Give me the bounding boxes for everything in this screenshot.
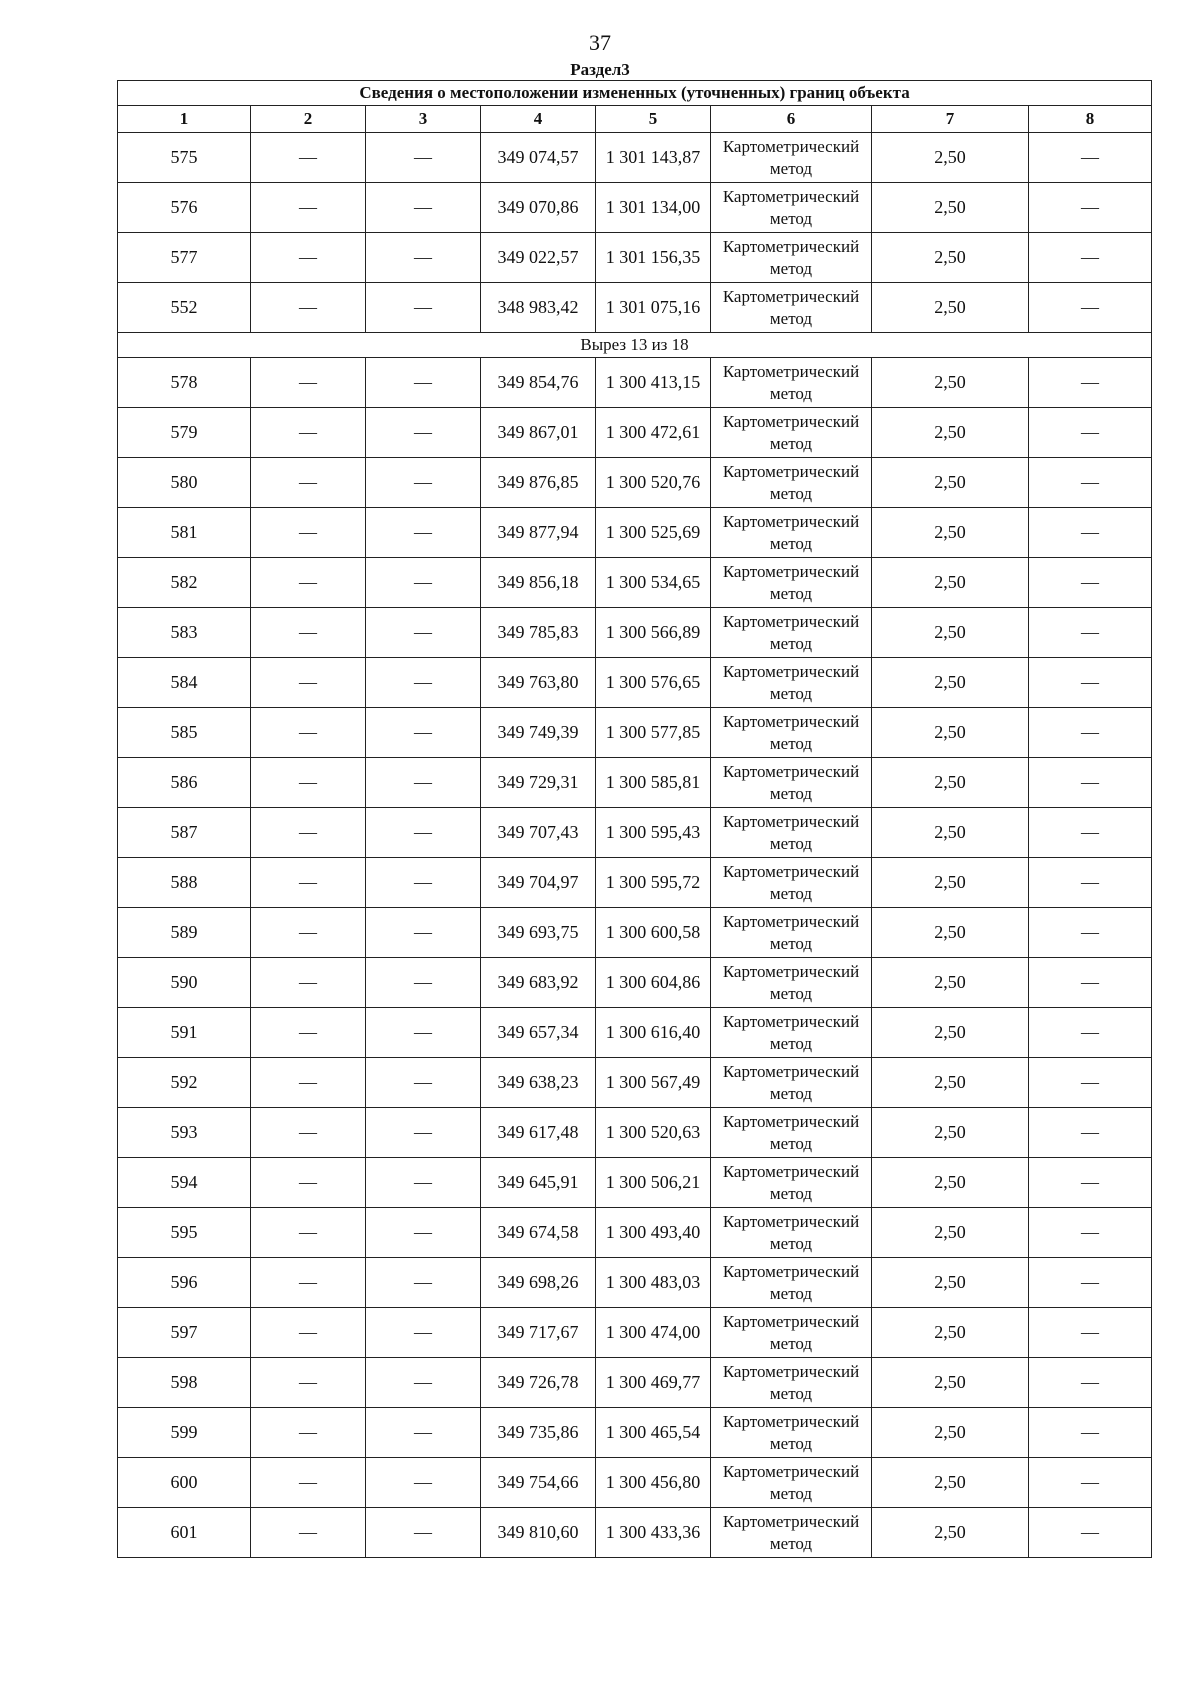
y-coordinate-cell: 1 300 474,00 — [596, 1308, 711, 1358]
col2-cell: — — [251, 908, 366, 958]
point-number-cell: 598 — [118, 1358, 251, 1408]
y-coordinate-cell: 1 300 577,85 — [596, 708, 711, 758]
precision-cell: 2,50 — [872, 408, 1029, 458]
page-number: 37 — [589, 30, 611, 55]
col8-cell: — — [1029, 1158, 1152, 1208]
col8-cell: — — [1029, 1408, 1152, 1458]
col2-cell: — — [251, 458, 366, 508]
cutout-label: Вырез 13 из 18 — [118, 333, 1152, 358]
x-coordinate-cell: 349 683,92 — [481, 958, 596, 1008]
col8-cell: — — [1029, 408, 1152, 458]
table-row — [118, 1458, 1152, 1508]
table-row — [118, 1008, 1152, 1058]
method-cell: Картометрический метод — [711, 708, 872, 758]
col2-cell: — — [251, 958, 366, 1008]
precision-cell: 2,50 — [872, 1458, 1029, 1508]
method-cell: Картометрический метод — [711, 1058, 872, 1108]
col3-cell: — — [366, 708, 481, 758]
table-row — [118, 1258, 1152, 1308]
col2-cell: — — [251, 1008, 366, 1058]
y-coordinate-cell: 1 300 413,15 — [596, 358, 711, 408]
column-number: 5 — [596, 106, 711, 133]
method-cell: Картометрический метод — [711, 1508, 872, 1558]
method-cell: Картометрический метод — [711, 1158, 872, 1208]
column-number: 7 — [872, 106, 1029, 133]
table-row — [118, 758, 1152, 808]
table-row — [118, 408, 1152, 458]
col8-cell: — — [1029, 658, 1152, 708]
col3-cell: — — [366, 233, 481, 283]
col8-cell: — — [1029, 283, 1152, 333]
x-coordinate-cell: 349 763,80 — [481, 658, 596, 708]
y-coordinate-cell: 1 300 595,43 — [596, 808, 711, 858]
precision-cell: 2,50 — [872, 858, 1029, 908]
point-number-cell: 588 — [118, 858, 251, 908]
col3-cell: — — [366, 408, 481, 458]
table-row — [118, 1408, 1152, 1458]
col2-cell: — — [251, 1358, 366, 1408]
precision-cell: 2,50 — [872, 708, 1029, 758]
col8-cell: — — [1029, 558, 1152, 608]
col2-cell: — — [251, 758, 366, 808]
col2-cell: — — [251, 1258, 366, 1308]
x-coordinate-cell: 349 693,75 — [481, 908, 596, 958]
table-row — [118, 558, 1152, 608]
y-coordinate-cell: 1 300 534,65 — [596, 558, 711, 608]
x-coordinate-cell: 349 674,58 — [481, 1208, 596, 1258]
col3-cell: — — [366, 908, 481, 958]
col3-cell: — — [366, 1208, 481, 1258]
col8-cell: — — [1029, 608, 1152, 658]
precision-cell: 2,50 — [872, 558, 1029, 608]
column-number: 2 — [251, 106, 366, 133]
point-number-cell: 594 — [118, 1158, 251, 1208]
table-row — [118, 958, 1152, 1008]
column-number-row — [118, 106, 1152, 133]
method-cell: Картометрический метод — [711, 858, 872, 908]
col8-cell: — — [1029, 1008, 1152, 1058]
method-cell: Картометрический метод — [711, 1208, 872, 1258]
column-number: 6 — [711, 106, 872, 133]
x-coordinate-cell: 349 022,57 — [481, 233, 596, 283]
y-coordinate-cell: 1 300 472,61 — [596, 408, 711, 458]
precision-cell: 2,50 — [872, 1358, 1029, 1408]
y-coordinate-cell: 1 300 525,69 — [596, 508, 711, 558]
point-number-cell: 575 — [118, 133, 251, 183]
col8-cell: — — [1029, 458, 1152, 508]
y-coordinate-cell: 1 300 433,36 — [596, 1508, 711, 1558]
method-cell: Картометрический метод — [711, 908, 872, 958]
x-coordinate-cell: 349 726,78 — [481, 1358, 596, 1408]
y-coordinate-cell: 1 300 616,40 — [596, 1008, 711, 1058]
point-number-cell: 599 — [118, 1408, 251, 1458]
col3-cell: — — [366, 1508, 481, 1558]
method-cell: Картометрический метод — [711, 283, 872, 333]
point-number-cell: 597 — [118, 1308, 251, 1358]
method-cell: Картометрический метод — [711, 458, 872, 508]
table-row — [118, 233, 1152, 283]
point-number-cell: 591 — [118, 1008, 251, 1058]
precision-cell: 2,50 — [872, 1058, 1029, 1108]
x-coordinate-cell: 349 707,43 — [481, 808, 596, 858]
x-coordinate-cell: 349 754,66 — [481, 1458, 596, 1508]
col2-cell: — — [251, 608, 366, 658]
precision-cell: 2,50 — [872, 1308, 1029, 1358]
table-row — [118, 808, 1152, 858]
precision-cell: 2,50 — [872, 1258, 1029, 1308]
method-cell: Картометрический метод — [711, 183, 872, 233]
col3-cell: — — [366, 1358, 481, 1408]
point-number-cell: 600 — [118, 1458, 251, 1508]
point-number-cell: 583 — [118, 608, 251, 658]
x-coordinate-cell: 349 854,76 — [481, 358, 596, 408]
point-number-cell: 595 — [118, 1208, 251, 1258]
point-number-cell: 584 — [118, 658, 251, 708]
col8-cell: — — [1029, 1358, 1152, 1408]
method-cell: Картометрический метод — [711, 958, 872, 1008]
method-cell: Картометрический метод — [711, 1358, 872, 1408]
col3-cell: — — [366, 133, 481, 183]
table-row — [118, 1358, 1152, 1408]
col2-cell: — — [251, 358, 366, 408]
precision-cell: 2,50 — [872, 1108, 1029, 1158]
col8-cell: — — [1029, 233, 1152, 283]
y-coordinate-cell: 1 301 156,35 — [596, 233, 711, 283]
col2-cell: — — [251, 1408, 366, 1458]
y-coordinate-cell: 1 301 075,16 — [596, 283, 711, 333]
x-coordinate-cell: 349 729,31 — [481, 758, 596, 808]
point-number-cell: 578 — [118, 358, 251, 408]
x-coordinate-cell: 349 810,60 — [481, 1508, 596, 1558]
x-coordinate-cell: 349 785,83 — [481, 608, 596, 658]
x-coordinate-cell: 349 657,34 — [481, 1008, 596, 1058]
col2-cell: — — [251, 708, 366, 758]
col3-cell: — — [366, 608, 481, 658]
precision-cell: 2,50 — [872, 758, 1029, 808]
col8-cell: — — [1029, 508, 1152, 558]
point-number-cell: 586 — [118, 758, 251, 808]
col2-cell: — — [251, 1108, 366, 1158]
col8-cell: — — [1029, 708, 1152, 758]
y-coordinate-cell: 1 300 567,49 — [596, 1058, 711, 1108]
table-row — [118, 358, 1152, 408]
table-row — [118, 858, 1152, 908]
precision-cell: 2,50 — [872, 1158, 1029, 1208]
x-coordinate-cell: 349 876,85 — [481, 458, 596, 508]
table-row — [118, 1308, 1152, 1358]
x-coordinate-cell: 349 867,01 — [481, 408, 596, 458]
point-number-cell: 590 — [118, 958, 251, 1008]
col8-cell: — — [1029, 808, 1152, 858]
method-cell: Картометрический метод — [711, 658, 872, 708]
y-coordinate-cell: 1 300 520,76 — [596, 458, 711, 508]
col2-cell: — — [251, 283, 366, 333]
y-coordinate-cell: 1 301 134,00 — [596, 183, 711, 233]
y-coordinate-cell: 1 300 566,89 — [596, 608, 711, 658]
table-row — [118, 1058, 1152, 1108]
column-number: 4 — [481, 106, 596, 133]
col3-cell: — — [366, 758, 481, 808]
method-cell: Картометрический метод — [711, 1408, 872, 1458]
x-coordinate-cell: 348 983,42 — [481, 283, 596, 333]
table-row — [118, 708, 1152, 758]
precision-cell: 2,50 — [872, 1408, 1029, 1458]
x-coordinate-cell: 349 645,91 — [481, 1158, 596, 1208]
table-row — [118, 608, 1152, 658]
col8-cell: — — [1029, 1058, 1152, 1108]
y-coordinate-cell: 1 300 595,72 — [596, 858, 711, 908]
point-number-cell: 592 — [118, 1058, 251, 1108]
col2-cell: — — [251, 1208, 366, 1258]
col8-cell: — — [1029, 1458, 1152, 1508]
method-cell: Картометрический метод — [711, 558, 872, 608]
col3-cell: — — [366, 1158, 481, 1208]
point-number-cell: 585 — [118, 708, 251, 758]
table-row — [118, 183, 1152, 233]
col2-cell: — — [251, 408, 366, 458]
point-number-cell: 587 — [118, 808, 251, 858]
table-row — [118, 508, 1152, 558]
x-coordinate-cell: 349 749,39 — [481, 708, 596, 758]
y-coordinate-cell: 1 300 483,03 — [596, 1258, 711, 1308]
x-coordinate-cell: 349 717,67 — [481, 1308, 596, 1358]
point-number-cell: 579 — [118, 408, 251, 458]
col3-cell: — — [366, 283, 481, 333]
point-number-cell: 593 — [118, 1108, 251, 1158]
x-coordinate-cell: 349 877,94 — [481, 508, 596, 558]
precision-cell: 2,50 — [872, 133, 1029, 183]
precision-cell: 2,50 — [872, 958, 1029, 1008]
x-coordinate-cell: 349 074,57 — [481, 133, 596, 183]
col8-cell: — — [1029, 1308, 1152, 1358]
y-coordinate-cell: 1 300 520,63 — [596, 1108, 711, 1158]
method-cell: Картометрический метод — [711, 233, 872, 283]
precision-cell: 2,50 — [872, 1208, 1029, 1258]
col8-cell: — — [1029, 358, 1152, 408]
point-number-cell: 552 — [118, 283, 251, 333]
col3-cell: — — [366, 1108, 481, 1158]
method-cell: Картометрический метод — [711, 608, 872, 658]
method-cell: Картометрический метод — [711, 408, 872, 458]
column-number: 1 — [118, 106, 251, 133]
precision-cell: 2,50 — [872, 358, 1029, 408]
method-cell: Картометрический метод — [711, 1458, 872, 1508]
col2-cell: — — [251, 1058, 366, 1108]
y-coordinate-cell: 1 300 493,40 — [596, 1208, 711, 1258]
col2-cell: — — [251, 1508, 366, 1558]
col8-cell: — — [1029, 758, 1152, 808]
point-number-cell: 589 — [118, 908, 251, 958]
col2-cell: — — [251, 1308, 366, 1358]
table-row — [118, 908, 1152, 958]
col3-cell: — — [366, 858, 481, 908]
method-cell: Картометрический метод — [711, 1108, 872, 1158]
method-cell: Картометрический метод — [711, 1008, 872, 1058]
col2-cell: — — [251, 133, 366, 183]
col8-cell: — — [1029, 858, 1152, 908]
col2-cell: — — [251, 1158, 366, 1208]
col8-cell: — — [1029, 133, 1152, 183]
x-coordinate-cell: 349 617,48 — [481, 1108, 596, 1158]
col3-cell: — — [366, 358, 481, 408]
table-row — [118, 1158, 1152, 1208]
col8-cell: — — [1029, 1258, 1152, 1308]
precision-cell: 2,50 — [872, 658, 1029, 708]
col3-cell: — — [366, 1408, 481, 1458]
precision-cell: 2,50 — [872, 183, 1029, 233]
col3-cell: — — [366, 558, 481, 608]
col8-cell: — — [1029, 1508, 1152, 1558]
y-coordinate-cell: 1 300 576,65 — [596, 658, 711, 708]
x-coordinate-cell: 349 735,86 — [481, 1408, 596, 1458]
table-row — [118, 133, 1152, 183]
col3-cell: — — [366, 183, 481, 233]
method-cell: Картометрический метод — [711, 358, 872, 408]
cutout-label-row — [118, 333, 1152, 358]
point-number-cell: 576 — [118, 183, 251, 233]
y-coordinate-cell: 1 300 465,54 — [596, 1408, 711, 1458]
col3-cell: — — [366, 508, 481, 558]
col3-cell: — — [366, 658, 481, 708]
point-number-cell: 582 — [118, 558, 251, 608]
point-number-cell: 580 — [118, 458, 251, 508]
precision-cell: 2,50 — [872, 233, 1029, 283]
precision-cell: 2,50 — [872, 608, 1029, 658]
y-coordinate-cell: 1 300 506,21 — [596, 1158, 711, 1208]
boundary-coordinates-table — [117, 80, 1152, 1558]
table-caption: Сведения о местоположении измененных (уточненных) границ объекта — [118, 81, 1152, 106]
table-row — [118, 458, 1152, 508]
col2-cell: — — [251, 558, 366, 608]
precision-cell: 2,50 — [872, 458, 1029, 508]
point-number-cell: 577 — [118, 233, 251, 283]
table-row — [118, 283, 1152, 333]
x-coordinate-cell: 349 698,26 — [481, 1258, 596, 1308]
y-coordinate-cell: 1 300 469,77 — [596, 1358, 711, 1408]
col3-cell: — — [366, 1258, 481, 1308]
col3-cell: — — [366, 808, 481, 858]
col2-cell: — — [251, 233, 366, 283]
col8-cell: — — [1029, 908, 1152, 958]
col2-cell: — — [251, 808, 366, 858]
point-number-cell: 581 — [118, 508, 251, 558]
precision-cell: 2,50 — [872, 508, 1029, 558]
method-cell: Картометрический метод — [711, 1258, 872, 1308]
method-cell: Картометрический метод — [711, 133, 872, 183]
y-coordinate-cell: 1 300 604,86 — [596, 958, 711, 1008]
table-row — [118, 1208, 1152, 1258]
y-coordinate-cell: 1 301 143,87 — [596, 133, 711, 183]
point-number-cell: 601 — [118, 1508, 251, 1558]
precision-cell: 2,50 — [872, 1508, 1029, 1558]
precision-cell: 2,50 — [872, 908, 1029, 958]
col8-cell: — — [1029, 1208, 1152, 1258]
method-cell: Картометрический метод — [711, 808, 872, 858]
col2-cell: — — [251, 183, 366, 233]
table-body — [118, 133, 1152, 1558]
x-coordinate-cell: 349 856,18 — [481, 558, 596, 608]
col3-cell: — — [366, 1058, 481, 1108]
col8-cell: — — [1029, 958, 1152, 1008]
col8-cell: — — [1029, 183, 1152, 233]
column-number: 3 — [366, 106, 481, 133]
col2-cell: — — [251, 508, 366, 558]
col2-cell: — — [251, 1458, 366, 1508]
method-cell: Картометрический метод — [711, 1308, 872, 1358]
method-cell: Картометрический метод — [711, 758, 872, 808]
col2-cell: — — [251, 658, 366, 708]
col3-cell: — — [366, 958, 481, 1008]
x-coordinate-cell: 349 070,86 — [481, 183, 596, 233]
method-cell: Картометрический метод — [711, 508, 872, 558]
precision-cell: 2,50 — [872, 283, 1029, 333]
col3-cell: — — [366, 1458, 481, 1508]
precision-cell: 2,50 — [872, 808, 1029, 858]
precision-cell: 2,50 — [872, 1008, 1029, 1058]
column-number: 8 — [1029, 106, 1152, 133]
table-row — [118, 658, 1152, 708]
section-title: Раздел3 — [570, 60, 630, 79]
x-coordinate-cell: 349 704,97 — [481, 858, 596, 908]
col3-cell: — — [366, 458, 481, 508]
table-row — [118, 1108, 1152, 1158]
y-coordinate-cell: 1 300 585,81 — [596, 758, 711, 808]
table-row — [118, 1508, 1152, 1558]
y-coordinate-cell: 1 300 456,80 — [596, 1458, 711, 1508]
x-coordinate-cell: 349 638,23 — [481, 1058, 596, 1108]
col8-cell: — — [1029, 1108, 1152, 1158]
col3-cell: — — [366, 1308, 481, 1358]
col3-cell: — — [366, 1008, 481, 1058]
y-coordinate-cell: 1 300 600,58 — [596, 908, 711, 958]
col2-cell: — — [251, 858, 366, 908]
point-number-cell: 596 — [118, 1258, 251, 1308]
